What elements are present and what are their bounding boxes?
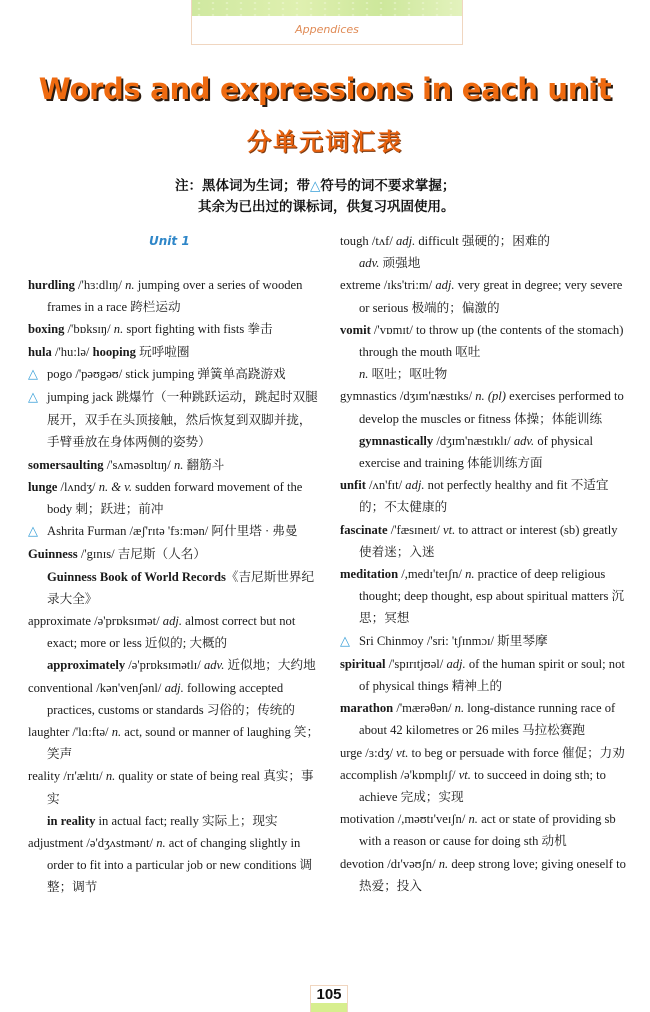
part-of-speech: n. (359, 367, 369, 382)
definition: act, sound or manner of laughing 笑；笑声 (47, 725, 320, 762)
vocab-entry (340, 808, 630, 852)
part-of-speech: n. (465, 567, 475, 582)
note-text-1b: 符号的词不要求掌握； (320, 178, 456, 194)
pronunciation: /ə'prɒksɪmət/ (90, 614, 163, 629)
triangle-icon: △ (310, 178, 321, 194)
vocab-entry (340, 519, 630, 563)
page-title-english: Words and expressions in each unit (38, 72, 612, 106)
part-of-speech: adj. (435, 278, 455, 293)
definition: deep strong love; giving oneself to 热爱；投入 (359, 856, 626, 893)
part-of-speech: n. & v. (98, 479, 133, 494)
definition: almost correct but not exact; more or less 近似的; 大概的 (47, 614, 296, 651)
page-number: 105 (316, 986, 342, 1003)
vocab-entry (340, 630, 630, 653)
right-column (340, 230, 630, 897)
headword: hurdling (28, 278, 75, 292)
part-of-speech: n. (468, 812, 478, 827)
pronunciation: 跳爆竹（一种跳跃运动，跳起时双腿展开，双手在头顶接触，然后恢复到双脚并拢，手臂垂放在身体两侧的姿势） (47, 390, 318, 450)
definition: act or state of providing sb with a reason or cause for doing sth 动机 (359, 812, 616, 849)
definition: 翻筋斗 (183, 457, 225, 472)
vocab-entry (28, 318, 324, 340)
headword-extra: hooping (92, 344, 136, 359)
triangle-icon: △ (28, 524, 38, 540)
headword: accomplish (340, 767, 398, 782)
definition: 近似地；大约地 (224, 658, 316, 673)
pronunciation: /'vɒmɪt/ to throw up (the contents of the stomach) through the mouth 呕吐 (359, 322, 624, 360)
vocab-entry (340, 653, 630, 697)
pronunciation: /,məʊtɪ'veɪʃn/ (394, 812, 469, 827)
usage-note (175, 176, 455, 218)
part-of-speech: n. (438, 856, 449, 871)
definition: of the human spirit or soul; not of physical things 精神上的 (359, 656, 625, 694)
triangle-icon: △ (28, 366, 38, 382)
vocab-entry (340, 430, 630, 474)
vocab-entry (340, 319, 630, 363)
headword: unfit (340, 478, 366, 493)
headword: vomit (340, 322, 371, 337)
part-of-speech: n. (111, 725, 122, 740)
headword: fascinate (340, 522, 388, 537)
headword: lunge (28, 479, 58, 494)
vocab-entry (28, 386, 324, 454)
headword: Sri Chinmoy (359, 633, 424, 648)
vocab-entry-continuation (340, 363, 630, 385)
vocab-entry (340, 563, 630, 630)
headword: approximate (28, 614, 91, 629)
part-of-speech: adj. (405, 478, 425, 493)
section-label: Appendices (295, 23, 359, 36)
headword: Guinness Book of World Records (47, 569, 226, 584)
pronunciation: /'fæsɪneɪt/ (387, 522, 444, 537)
definition: long-distance running race of about 42 kilometres or 26 miles 马拉松赛跑 (359, 701, 616, 738)
pronunciation: /'bɒksɪŋ/ (64, 322, 114, 337)
vocab-entry (340, 764, 630, 808)
headword: adjustment (28, 836, 84, 851)
pronunciation: /kən'venʃənl/ (93, 680, 165, 695)
definition: quality or state of being real 真实；事实 (47, 769, 314, 806)
part-of-speech: n. (454, 701, 465, 716)
unit-heading: Unit 1 (149, 234, 190, 248)
right-entries (340, 230, 630, 897)
vocab-entry (28, 832, 324, 899)
vocab-entry (28, 721, 324, 765)
vocab-entry (28, 274, 324, 318)
pronunciation: 《吉尼斯世界纪录大全》 (47, 569, 315, 606)
page-title-chinese: 分单元词汇表 (247, 130, 403, 156)
part-of-speech: vt. (443, 522, 456, 537)
pronunciation: /ə'prɒksɪmətlɪ/ (125, 658, 204, 673)
definition: not perfectly healthy and fit 不适宜的；不太健康的 (359, 478, 609, 515)
definition: to attract or interest (sb) greatly 使着迷；入迷 (359, 522, 618, 559)
vocab-entry (28, 566, 324, 610)
part-of-speech: n. (156, 836, 166, 851)
headword: somersaulting (28, 457, 104, 472)
pronunciation: /'hu:lə/ (51, 344, 93, 359)
headword: approximately (47, 658, 126, 673)
definition: of physical exercise and training 体能训练方面 (359, 433, 593, 471)
vocab-entry (28, 476, 324, 520)
headword: reality (28, 769, 61, 784)
pronunciation: /'spɪrɪtjʊəl/ (385, 656, 447, 671)
part-of-speech: n. (125, 278, 135, 292)
note-text-1a: 注：黑体词为生词；带 (175, 178, 310, 194)
banner-decoration (192, 0, 462, 16)
definition: to succeed in doing sth; to achieve 完成；实现 (359, 767, 606, 805)
definition: to beg or persuade with force 催促；力劝 (408, 745, 625, 760)
definition: sudden forward movement of the body 刺；跃进；前冲 (47, 479, 303, 517)
vocab-entry (340, 853, 630, 897)
part-of-speech: adv. (203, 658, 225, 673)
definition: 顽强地 (379, 256, 421, 271)
pronunciation: /ə'kɒmplɪʃ/ (397, 767, 459, 782)
vocab-entry (28, 654, 324, 676)
pronunciation: /'sʌməsɒltɪŋ/ (103, 457, 174, 472)
definition: 呕吐；呕吐物 (368, 367, 448, 382)
headword: spiritual (340, 656, 386, 671)
headword: in reality (47, 813, 96, 828)
vocab-entry (28, 520, 324, 543)
part-of-speech: n. (113, 322, 124, 337)
note-text-2: 其余为已出过的课标词，供复习巩固使用。 (198, 199, 455, 215)
pronunciation: /'mærəθən/ (393, 701, 455, 716)
pronunciation: /'hɜ:dlɪŋ/ (74, 278, 126, 292)
headword: devotion (340, 856, 385, 871)
pronunciation: /dʒɪm'næstɪklɪ/ (433, 433, 514, 448)
pronunciation: /ʌn'fɪt/ (365, 478, 406, 493)
definition: exercises performed to develop the muscles or fitness 体操；体能训练 (359, 389, 624, 426)
headword: boxing (28, 322, 65, 337)
headword: extreme (340, 278, 381, 293)
definition: act of changing slightly in order to fit into a particular job or new conditions 调整；调节 (47, 836, 313, 895)
headword: pogo (47, 366, 73, 381)
headword: Ashrita Furman (47, 524, 127, 539)
pronunciation: /lʌndʒ/ (57, 479, 99, 494)
pronunciation: /'gɪnɪs/ 吉尼斯（人名） (77, 547, 206, 562)
part-of-speech: adj. (162, 614, 183, 629)
definition: following accepted practices, customs or standards 习俗的；传统的 (47, 680, 295, 717)
headword: meditation (340, 567, 399, 582)
vocab-entry (28, 341, 324, 363)
triangle-icon: △ (340, 633, 350, 649)
part-of-speech: n. (173, 457, 184, 472)
part-of-speech: adj. (395, 234, 416, 248)
part-of-speech: adv. (513, 433, 535, 448)
headword: gymnastics (340, 389, 397, 404)
headword: laughter (28, 725, 70, 740)
pronunciation: /tʌf/ (368, 234, 396, 248)
pronunciation: /æʃ'rɪtə 'fɜ:mən/ 阿什里塔 · 弗曼 (126, 524, 298, 539)
pronunciation: /rɪ'ælɪtɪ/ (60, 769, 106, 784)
pronunciation: in actual fact; really 实际上；现实 (95, 813, 278, 828)
pronunciation: /dʒɪm'næstɪks/ (396, 389, 476, 404)
header-banner (191, 0, 463, 45)
definition: practice of deep religious thought; deep thought, esp about spiritual matters 沉思；冥想 (359, 567, 625, 626)
pronunciation: /'lɑ:ftə/ (69, 725, 112, 740)
headword: conventional (28, 680, 94, 695)
headword: motivation (340, 812, 395, 827)
left-column (28, 230, 324, 899)
pronunciation: /ɜ:dʒ/ (362, 745, 397, 760)
vocab-entry (340, 742, 630, 764)
vocab-entry-continuation (340, 252, 630, 274)
part-of-speech: adj. (164, 680, 184, 695)
pronunciation: /ɪks'tri:m/ (380, 278, 436, 293)
headword: gymnastically (359, 433, 434, 448)
vocab-entry (28, 543, 324, 565)
vocab-entry (340, 474, 630, 518)
vocab-entry (28, 454, 324, 476)
pronunciation: /ə'dʒʌstmənt/ (83, 836, 157, 851)
definition: difficult 强硬的；困难的 (415, 234, 551, 248)
vocab-entry (28, 610, 324, 654)
part-of-speech: vt. (458, 767, 471, 782)
part-of-speech: adj. (446, 656, 466, 671)
headword: tough (340, 234, 369, 248)
page-number-box (310, 985, 348, 1012)
headword: marathon (340, 701, 394, 716)
pronunciation: /'sri: 'tʃɪnmɔɪ/ 斯里琴摩 (423, 633, 548, 648)
headword: Guinness (28, 547, 78, 562)
headword: urge (340, 745, 363, 760)
vocab-entry (28, 765, 324, 809)
vocab-entry (340, 385, 630, 429)
pronunciation: /dɪ'vəʊʃn/ (384, 856, 439, 871)
vocab-entry (28, 363, 324, 386)
vocab-entry (28, 810, 324, 832)
pronunciation: /,medɪ'teɪʃn/ (398, 567, 466, 582)
headword: jumping jack (47, 390, 114, 405)
vocab-entry (340, 230, 630, 252)
vocab-entry (340, 274, 630, 318)
part-of-speech: n. (pl) (475, 389, 506, 404)
left-entries (28, 274, 324, 899)
part-of-speech: n. (105, 769, 116, 784)
triangle-icon: △ (28, 390, 38, 406)
definition: very great in degree; very severe or serious 极端的；偏激的 (359, 278, 623, 315)
vocab-entry (28, 677, 324, 721)
headword: hula (28, 344, 52, 359)
definition: 玩呼啦圈 (135, 344, 190, 359)
pronunciation: /'pəʊgəʊ/ stick jumping 弹簧单高跷游戏 (72, 366, 286, 381)
definition: sport fighting with fists 拳击 (123, 322, 273, 337)
definition: jumping over a series of wooden frames in a race 跨栏运动 (47, 278, 303, 315)
part-of-speech: vt. (396, 745, 409, 760)
vocab-entry (340, 697, 630, 741)
part-of-speech: adv. (359, 256, 380, 271)
